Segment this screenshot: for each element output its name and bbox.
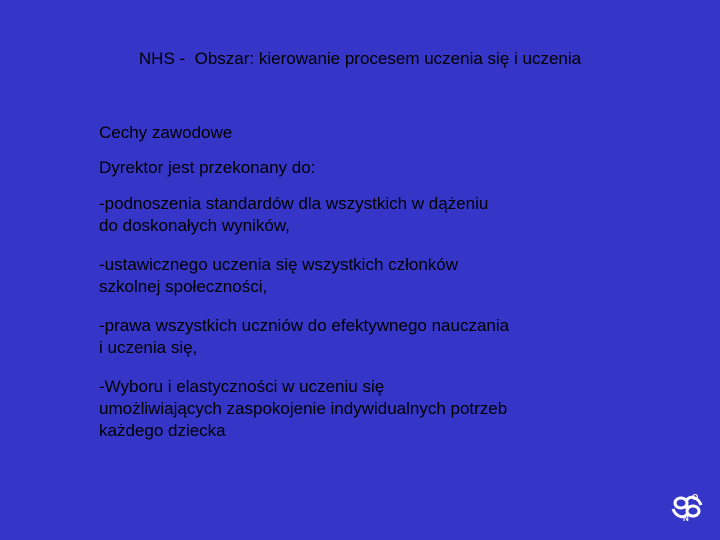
slide-content bbox=[99, 122, 679, 459]
list-item-line: -ustawicznego uczenia się wszystkich członków bbox=[99, 255, 459, 274]
list-item-line: umożliwiających zaspokojenie indywidualnych potrzeb bbox=[99, 399, 508, 418]
logo-letter-n: N bbox=[683, 514, 689, 522]
list-item-line: szkolnej społeczności, bbox=[99, 277, 268, 296]
list-item-line: -prawa wszystkich uczniów do efektywnego nauczania bbox=[99, 316, 510, 335]
list-item bbox=[99, 315, 679, 359]
list-item-line: i uczenia się, bbox=[99, 338, 198, 357]
list-item bbox=[99, 254, 679, 298]
section-heading: Cechy zawodowe bbox=[99, 123, 233, 142]
intro-text: Dyrektor jest przekonany do: bbox=[99, 158, 316, 177]
list-item-line: każdego dziecka bbox=[99, 421, 226, 440]
list-item-line: -Wyboru i elastyczności w uczeniu się bbox=[99, 377, 385, 396]
list-item-line: -podnoszenia standardów dla wszystkich w dążeniu bbox=[99, 194, 489, 213]
on-logo-icon bbox=[670, 492, 704, 522]
list-item bbox=[99, 193, 679, 237]
slide-title: NHS - Obszar: kierowanie procesem uczenia się i uczenia bbox=[138, 49, 582, 68]
list-item-line: do doskonałych wyników, bbox=[99, 216, 290, 235]
list-item bbox=[99, 376, 679, 442]
logo-letter-o: O bbox=[692, 493, 699, 502]
